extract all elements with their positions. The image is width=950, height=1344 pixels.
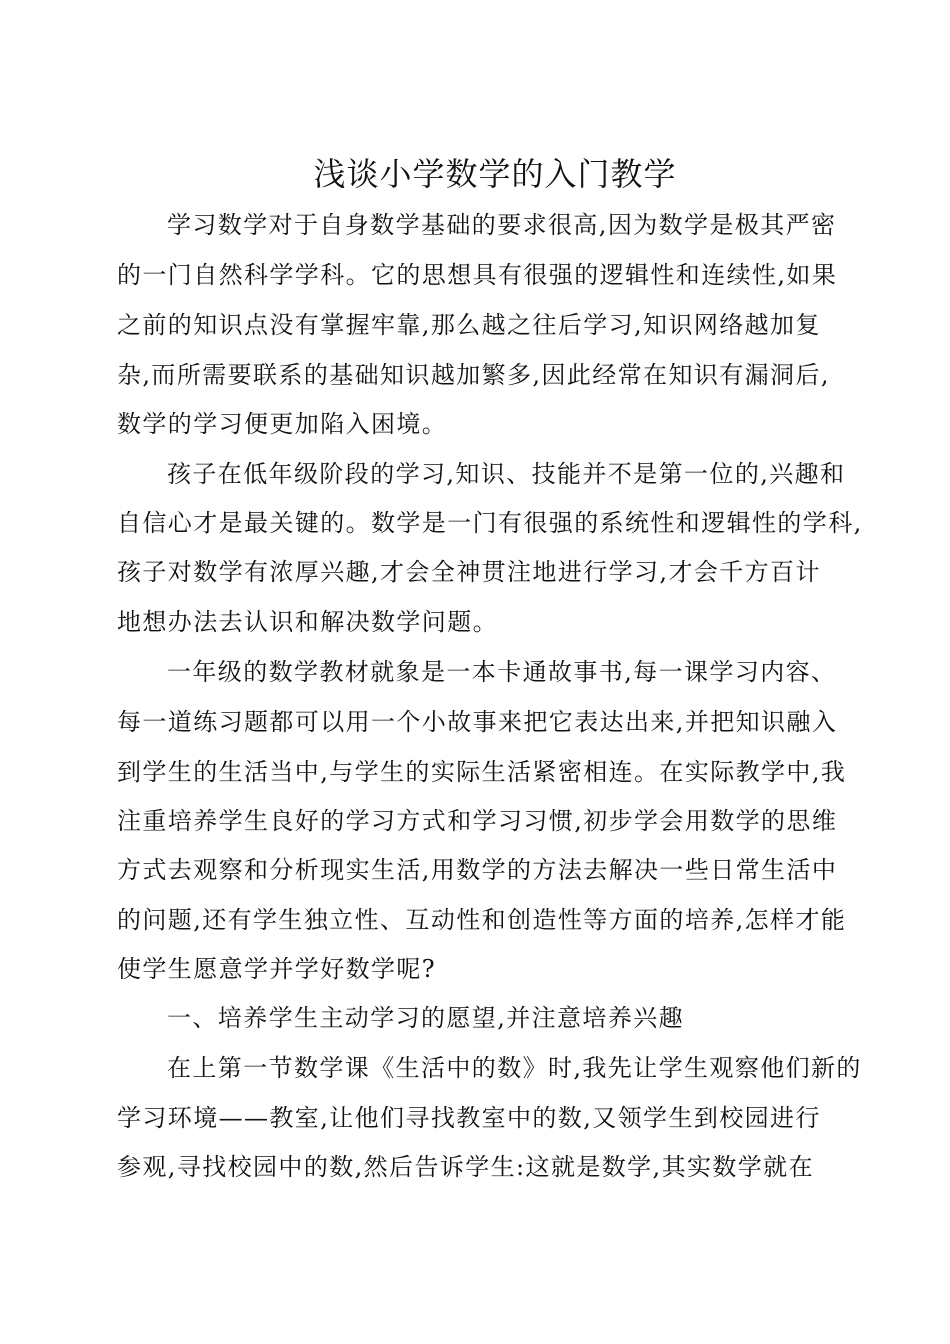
paragraph-3-line-2: 每一道练习题都可以用一个小故事来把它表达出来,并把知识融入 bbox=[117, 708, 838, 736]
paragraph-2-line-2: 自信心才是最关键的。数学是一门有很强的系统性和逻辑性的学科, bbox=[117, 509, 863, 537]
paragraph-3-line-1: 一年级的数学教材就象是一本卡通故事书,每一课学习内容、 bbox=[167, 658, 837, 686]
paragraph-2-line-4: 地想办法去认识和解决数学问题。 bbox=[117, 608, 498, 636]
paragraph-4-line-3: 参观,寻找校园中的数,然后告诉学生:这就是数学,其实数学就在 bbox=[117, 1153, 814, 1181]
paragraph-4-line-1: 在上第一节数学课《生活中的数》时,我先让学生观察他们新的 bbox=[167, 1054, 862, 1082]
paragraph-1-line-4: 杂,而所需要联系的基础知识越加繁多,因此经常在知识有漏洞后, bbox=[117, 361, 830, 389]
paragraph-3-line-6: 的问题,还有学生独立性、互动性和创造性等方面的培养,怎样才能 bbox=[117, 906, 847, 934]
paragraph-4-line-2: 学习环境——教室,让他们寻找教室中的数,又领学生到校园进行 bbox=[117, 1104, 821, 1132]
paragraph-3-line-3: 到学生的生活当中,与学生的实际生活紧密相连。在实际教学中,我 bbox=[117, 758, 847, 786]
document-title: 浅谈小学数学的入门教学 bbox=[313, 155, 677, 193]
paragraph-3-line-7: 使学生愿意学并学好数学呢? bbox=[117, 955, 437, 983]
paragraph-3-line-5: 方式去观察和分析现实生活,用数学的方法去解决一些日常生活中 bbox=[117, 856, 838, 884]
paragraph-2-line-1: 孩子在低年级阶段的学习,知识、技能并不是第一位的,兴趣和 bbox=[167, 460, 846, 488]
paragraph-2-line-3: 孩子对数学有浓厚兴趣,才会全神贯注地进行学习,才会千方百计 bbox=[117, 558, 821, 586]
paragraph-1-line-5: 数学的学习便更加陷入困境。 bbox=[117, 410, 448, 438]
paragraph-1-line-1: 学习数学对于自身数学基础的要求很高,因为数学是极其严密 bbox=[167, 211, 837, 239]
paragraph-1-line-2: 的一门自然科学学科。它的思想具有很强的逻辑性和连续性,如果 bbox=[117, 261, 838, 289]
section-heading-1: 一、培养学生主动学习的愿望,并注意培养兴趣 bbox=[167, 1004, 685, 1032]
paragraph-3-line-4: 注重培养学生良好的学习方式和学习习惯,初步学会用数学的思维 bbox=[117, 807, 838, 835]
paragraph-1-line-3: 之前的知识点没有掌握牢靠,那么越之往后学习,知识网络越加复 bbox=[117, 311, 821, 339]
